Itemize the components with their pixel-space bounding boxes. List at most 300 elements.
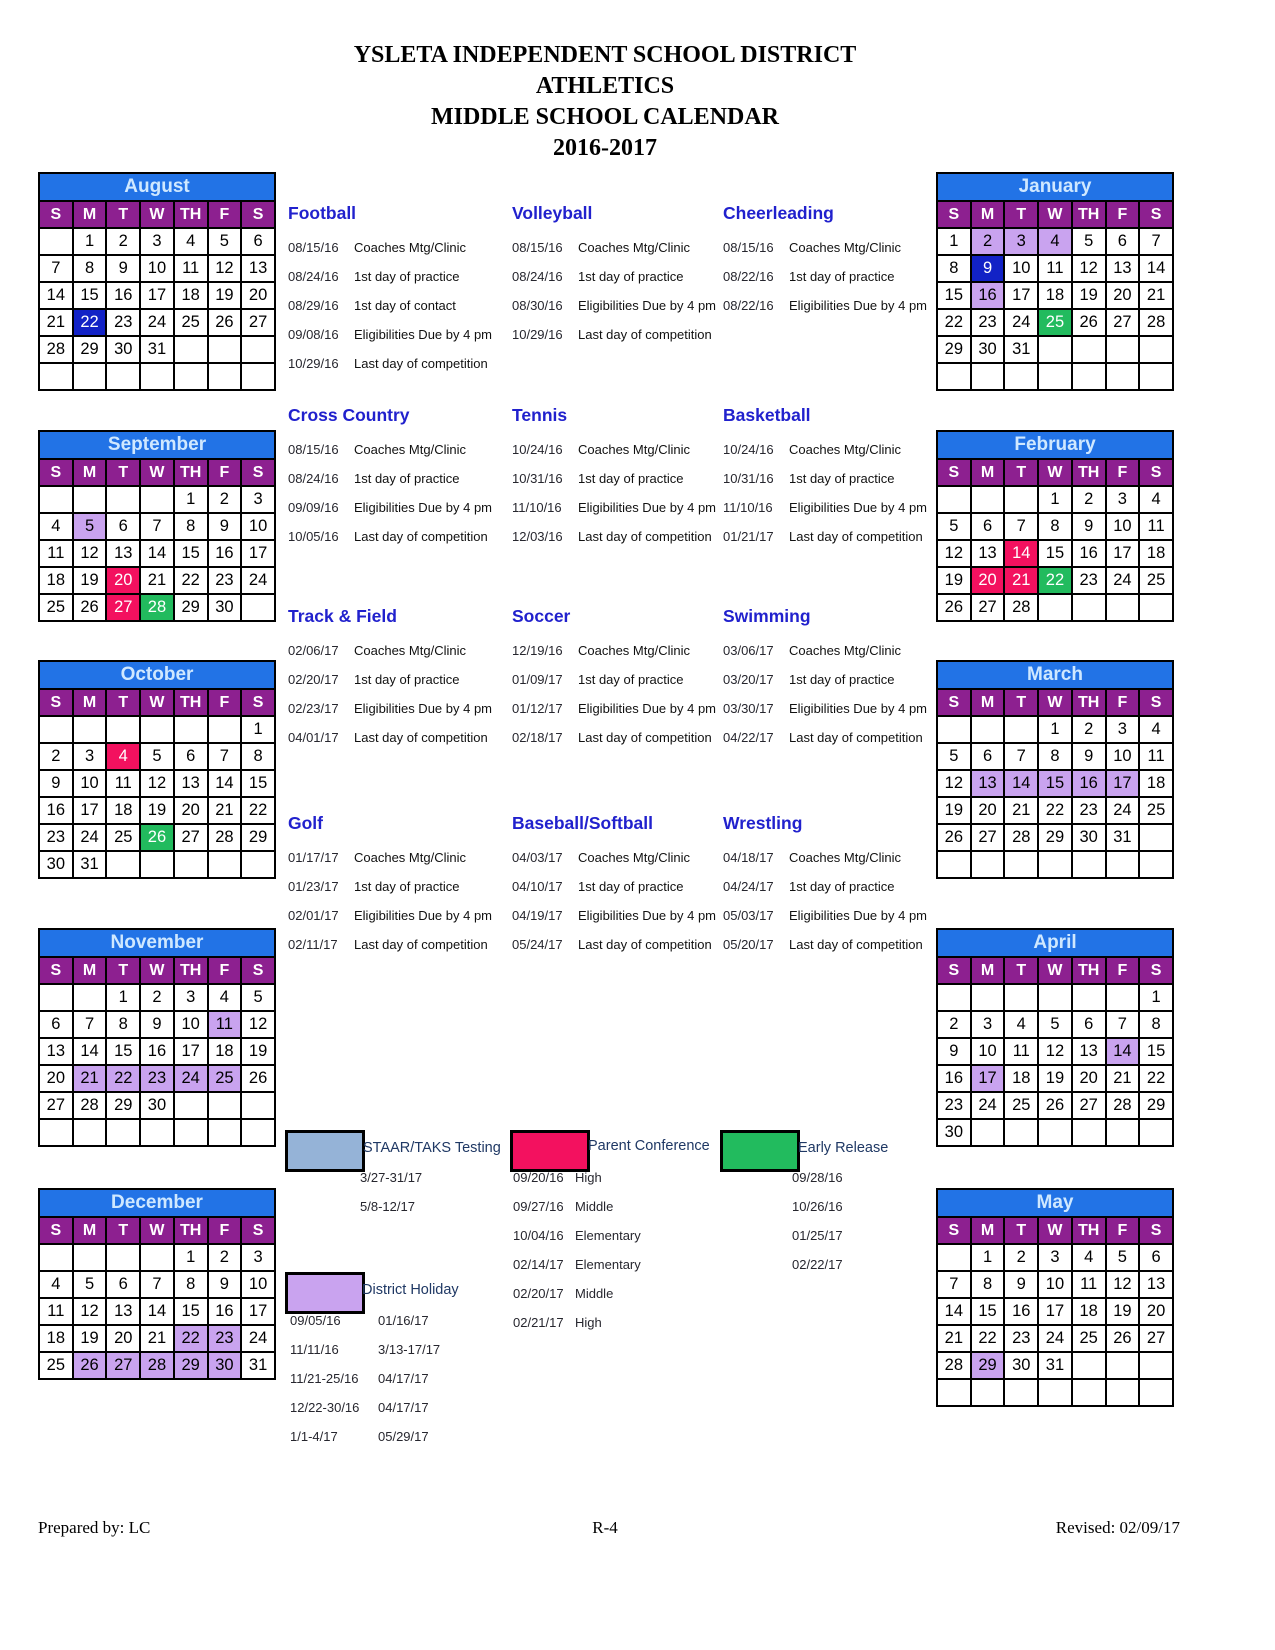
event-description: Last day of competition — [354, 730, 488, 745]
day-cell: 17 — [1038, 1298, 1072, 1325]
day-cell: 6 — [971, 743, 1005, 770]
empty-cell — [208, 851, 242, 878]
day-cell: 23 — [106, 309, 140, 336]
event-description: Last day of competition — [578, 937, 712, 952]
empty-cell — [140, 1119, 174, 1146]
event-description: Last day of competition — [789, 937, 923, 952]
empty-cell — [1106, 1119, 1140, 1146]
day-cell: 5 — [1072, 228, 1106, 255]
day-cell: 10 — [1004, 255, 1038, 282]
event-description: 1st day of practice — [578, 879, 684, 894]
empty-cell — [1072, 336, 1106, 363]
empty-cell — [241, 851, 275, 878]
empty-cell — [1139, 824, 1173, 851]
day-of-week-header: S — [39, 1217, 73, 1244]
event-date: 09/09/16 — [288, 500, 339, 515]
day-cell: 24 — [241, 1325, 275, 1352]
sport-event — [723, 694, 938, 723]
empty-cell — [1106, 594, 1140, 621]
day-cell: 17 — [1106, 540, 1140, 567]
empty-cell — [1072, 1352, 1106, 1379]
sport-tennis — [512, 405, 727, 551]
day-cell: 8 — [1038, 513, 1072, 540]
event-description: 1st day of practice — [354, 672, 460, 687]
day-cell: 7 — [140, 513, 174, 540]
event-date: 08/15/16 — [288, 442, 339, 457]
event-date: 03/06/17 — [723, 643, 774, 658]
day-cell: 1 — [106, 984, 140, 1011]
month-name: September — [39, 431, 275, 459]
day-cell: 22 — [937, 309, 971, 336]
sport-event — [512, 843, 727, 872]
parent-conference-label: Parent Conference — [588, 1138, 710, 1154]
day-of-week-header: T — [106, 1217, 140, 1244]
day-cell: 4 — [39, 1271, 73, 1298]
sport-event — [723, 522, 938, 551]
empty-cell — [1072, 1379, 1106, 1406]
event-description: Coaches Mtg/Clinic — [578, 850, 690, 865]
sport-event — [723, 901, 938, 930]
sport-event — [723, 262, 938, 291]
day-cell: 28 — [140, 1352, 174, 1379]
event-description: 1st day of practice — [789, 471, 895, 486]
day-cell: 27 — [106, 1352, 140, 1379]
month-february — [936, 430, 1174, 622]
empty-cell — [241, 594, 275, 621]
day-cell: 26 — [1038, 1092, 1072, 1119]
empty-cell — [106, 1119, 140, 1146]
sport-event — [723, 493, 938, 522]
event-description: Last day of competition — [354, 356, 488, 371]
sport-football — [288, 203, 503, 378]
day-cell: 12 — [140, 770, 174, 797]
day-cell: 1 — [1038, 716, 1072, 743]
day-cell: 2 — [39, 743, 73, 770]
day-cell: 21 — [140, 1325, 174, 1352]
sport-event — [288, 262, 503, 291]
day-cell: 1 — [174, 1244, 208, 1271]
day-cell: 4 — [39, 513, 73, 540]
day-cell: 7 — [1139, 228, 1173, 255]
event-date: 03/20/17 — [723, 672, 774, 687]
day-cell: 8 — [174, 513, 208, 540]
day-cell: 8 — [106, 1011, 140, 1038]
sport-event — [288, 694, 503, 723]
legend-date-row: 12/22-30/16 04/17/17 — [290, 1400, 429, 1415]
day-cell: 26 — [140, 824, 174, 851]
day-cell: 7 — [208, 743, 242, 770]
day-cell: 23 — [208, 567, 242, 594]
empty-cell — [1072, 594, 1106, 621]
day-cell: 4 — [208, 984, 242, 1011]
title-district: YSLETA INDEPENDENT SCHOOL DISTRICT — [353, 42, 857, 68]
empty-cell — [39, 1119, 73, 1146]
day-cell: 20 — [106, 567, 140, 594]
month-name: January — [937, 173, 1173, 201]
day-cell: 11 — [174, 255, 208, 282]
day-cell: 8 — [174, 1271, 208, 1298]
day-cell: 22 — [1038, 567, 1072, 594]
day-of-week-header: M — [971, 1217, 1005, 1244]
event-description: Last day of competition — [354, 529, 488, 544]
day-cell: 6 — [39, 1011, 73, 1038]
empty-cell — [174, 1092, 208, 1119]
month-october — [38, 660, 276, 879]
day-cell: 7 — [73, 1011, 107, 1038]
day-cell: 30 — [971, 336, 1005, 363]
day-cell: 28 — [140, 594, 174, 621]
day-cell: 11 — [1004, 1038, 1038, 1065]
day-cell: 27 — [39, 1092, 73, 1119]
empty-cell — [1004, 1119, 1038, 1146]
day-cell: 10 — [1106, 743, 1140, 770]
event-date: 05/24/17 — [512, 937, 563, 952]
event-description: Coaches Mtg/Clinic — [789, 643, 901, 658]
day-of-week-header: TH — [1072, 957, 1106, 984]
day-of-week-header: M — [971, 459, 1005, 486]
day-cell: 24 — [241, 567, 275, 594]
day-cell: 3 — [1004, 228, 1038, 255]
day-cell: 16 — [106, 282, 140, 309]
sport-event — [288, 320, 503, 349]
event-description: Coaches Mtg/Clinic — [789, 240, 901, 255]
title-athletics: ATHLETICS — [535, 73, 675, 99]
day-cell: 15 — [1038, 770, 1072, 797]
sport-event — [512, 464, 727, 493]
sport-soccer — [512, 606, 727, 752]
month-september — [38, 430, 276, 622]
day-cell: 15 — [241, 770, 275, 797]
event-description: 1st day of practice — [789, 269, 895, 284]
event-description: 1st day of practice — [578, 471, 684, 486]
event-description: 1st day of practice — [789, 879, 895, 894]
legend-date-row: 09/28/16 — [792, 1170, 843, 1185]
day-cell: 6 — [1072, 1011, 1106, 1038]
event-date: 02/18/17 — [512, 730, 563, 745]
sport-event — [723, 930, 938, 959]
sport-event — [512, 723, 727, 752]
day-cell: 31 — [1106, 824, 1140, 851]
day-cell: 9 — [106, 255, 140, 282]
day-cell: 12 — [1038, 1038, 1072, 1065]
day-cell: 25 — [39, 1352, 73, 1379]
day-of-week-header: F — [1106, 689, 1140, 716]
day-cell: 6 — [971, 513, 1005, 540]
day-cell: 21 — [140, 567, 174, 594]
calendar-table-january — [936, 172, 1174, 391]
event-date: 10/24/16 — [723, 442, 774, 457]
sport-event — [723, 291, 938, 320]
event-date: 04/10/17 — [512, 879, 563, 894]
day-cell: 13 — [1139, 1271, 1173, 1298]
event-date: 01/21/17 — [723, 529, 774, 544]
sport-event — [723, 464, 938, 493]
day-cell: 22 — [73, 309, 107, 336]
day-cell: 2 — [140, 984, 174, 1011]
day-cell: 7 — [39, 255, 73, 282]
calendar-table-august — [38, 172, 276, 391]
day-cell: 19 — [241, 1038, 275, 1065]
day-cell: 10 — [174, 1011, 208, 1038]
event-description: 1st day of practice — [354, 879, 460, 894]
empty-cell — [39, 716, 73, 743]
day-cell: 5 — [1038, 1011, 1072, 1038]
event-description: Eligibilities Due by 4 pm — [789, 908, 928, 923]
day-of-week-header: M — [971, 201, 1005, 228]
day-of-week-header: S — [241, 689, 275, 716]
day-cell: 14 — [1004, 540, 1038, 567]
day-cell: 2 — [208, 486, 242, 513]
day-cell: 21 — [1139, 282, 1173, 309]
sport-event — [288, 901, 503, 930]
day-cell: 25 — [1072, 1325, 1106, 1352]
day-cell: 12 — [1072, 255, 1106, 282]
sport-event — [512, 262, 727, 291]
empty-cell — [1004, 363, 1038, 390]
event-description: Eligibilities Due by 4 pm — [578, 500, 717, 515]
day-of-week-header: S — [937, 689, 971, 716]
empty-cell — [1038, 336, 1072, 363]
event-date: 11/10/16 — [512, 500, 562, 515]
day-cell: 9 — [971, 255, 1005, 282]
empty-cell — [937, 486, 971, 513]
day-cell: 7 — [1106, 1011, 1140, 1038]
sport-event — [512, 291, 727, 320]
empty-cell — [937, 716, 971, 743]
day-of-week-header: T — [1004, 957, 1038, 984]
day-cell: 25 — [1004, 1092, 1038, 1119]
day-of-week-header: S — [1139, 689, 1173, 716]
legend-date-row: 11/21-25/16 04/17/17 — [290, 1371, 429, 1386]
day-cell: 23 — [971, 309, 1005, 336]
day-of-week-header: T — [106, 459, 140, 486]
event-description: Eligibilities Due by 4 pm — [578, 701, 717, 716]
calendar-table-april — [936, 928, 1174, 1147]
empty-cell — [140, 851, 174, 878]
day-cell: 6 — [1106, 228, 1140, 255]
day-cell: 27 — [106, 594, 140, 621]
day-cell: 24 — [1004, 309, 1038, 336]
legend-date-row: 09/20/16 High — [513, 1170, 602, 1185]
day-cell: 3 — [241, 1244, 275, 1271]
event-date: 04/01/17 — [288, 730, 339, 745]
day-cell: 17 — [1106, 770, 1140, 797]
day-cell: 25 — [1038, 309, 1072, 336]
month-may — [936, 1188, 1174, 1407]
empty-cell — [937, 1244, 971, 1271]
event-date: 02/01/17 — [288, 908, 339, 923]
day-of-week-header: F — [208, 957, 242, 984]
event-date: 08/15/16 — [723, 240, 774, 255]
day-cell: 22 — [971, 1325, 1005, 1352]
event-date: 10/29/16 — [288, 356, 339, 371]
calendar-table-october — [38, 660, 276, 879]
day-cell: 25 — [1139, 797, 1173, 824]
empty-cell — [241, 363, 275, 390]
event-description: Last day of competition — [789, 529, 923, 544]
day-cell: 14 — [1004, 770, 1038, 797]
empty-cell — [1004, 1379, 1038, 1406]
event-description: 1st day of contact — [354, 298, 456, 313]
day-cell: 1 — [937, 228, 971, 255]
event-date: 02/11/17 — [288, 937, 338, 952]
day-cell: 18 — [106, 797, 140, 824]
event-description: Coaches Mtg/Clinic — [789, 442, 901, 457]
day-cell: 25 — [39, 594, 73, 621]
day-of-week-header: S — [937, 957, 971, 984]
event-description: Last day of competition — [578, 327, 712, 342]
sport-event — [512, 435, 727, 464]
day-cell: 6 — [1139, 1244, 1173, 1271]
day-cell: 12 — [937, 770, 971, 797]
day-of-week-header: M — [73, 201, 107, 228]
day-cell: 8 — [1139, 1011, 1173, 1038]
empty-cell — [1038, 984, 1072, 1011]
empty-cell — [971, 486, 1005, 513]
day-cell: 10 — [73, 770, 107, 797]
day-cell: 21 — [1004, 567, 1038, 594]
sport-heading: Golf — [288, 813, 323, 833]
empty-cell — [1139, 1119, 1173, 1146]
empty-cell — [971, 984, 1005, 1011]
empty-cell — [174, 363, 208, 390]
day-cell: 16 — [39, 797, 73, 824]
empty-cell — [1139, 363, 1173, 390]
empty-cell — [1139, 1379, 1173, 1406]
day-of-week-header: S — [241, 1217, 275, 1244]
legend-date-row: 11/11/16 3/13-17/17 — [290, 1342, 441, 1357]
parent-conference-dates — [513, 1163, 641, 1337]
event-description: Eligibilities Due by 4 pm — [578, 298, 717, 313]
sport-heading: Cheerleading — [723, 203, 834, 223]
event-date: 12/03/16 — [512, 529, 563, 544]
empty-cell — [937, 851, 971, 878]
empty-cell — [1072, 851, 1106, 878]
day-cell: 19 — [1038, 1065, 1072, 1092]
day-cell: 10 — [1106, 513, 1140, 540]
calendar-table-march — [936, 660, 1174, 879]
day-cell: 27 — [1072, 1092, 1106, 1119]
sport-heading: Football — [288, 203, 357, 223]
legend-date-row: 1/1-4/17 05/29/17 — [290, 1429, 429, 1444]
day-of-week-header: S — [39, 459, 73, 486]
day-cell: 29 — [971, 1352, 1005, 1379]
day-cell: 14 — [140, 540, 174, 567]
staar-dates — [360, 1163, 422, 1221]
day-of-week-header: W — [1038, 1217, 1072, 1244]
event-description: 1st day of practice — [578, 672, 684, 687]
day-cell: 17 — [971, 1065, 1005, 1092]
day-cell: 4 — [106, 743, 140, 770]
day-cell: 2 — [937, 1011, 971, 1038]
sport-heading: Track & Field — [288, 606, 397, 626]
day-cell: 28 — [937, 1352, 971, 1379]
event-date: 03/30/17 — [723, 701, 774, 716]
empty-cell — [1004, 716, 1038, 743]
day-cell: 16 — [1072, 540, 1106, 567]
day-of-week-header: W — [1038, 957, 1072, 984]
day-cell: 2 — [208, 1244, 242, 1271]
sport-heading: Baseball/Softball — [512, 813, 654, 833]
day-cell: 15 — [1038, 540, 1072, 567]
day-cell: 12 — [937, 540, 971, 567]
event-date: 05/03/17 — [723, 908, 774, 923]
day-of-week-header: S — [241, 957, 275, 984]
day-cell: 23 — [140, 1065, 174, 1092]
day-of-week-header: TH — [1072, 459, 1106, 486]
day-cell: 12 — [73, 540, 107, 567]
sport-heading: Basketball — [723, 405, 811, 425]
day-of-week-header: M — [73, 459, 107, 486]
empty-cell — [106, 363, 140, 390]
empty-cell — [971, 1379, 1005, 1406]
day-cell: 9 — [208, 1271, 242, 1298]
empty-cell — [1106, 363, 1140, 390]
event-description: Eligibilities Due by 4 pm — [354, 701, 493, 716]
event-date: 10/31/16 — [512, 471, 563, 486]
day-cell: 14 — [1106, 1038, 1140, 1065]
empty-cell — [208, 1092, 242, 1119]
day-of-week-header: M — [73, 957, 107, 984]
day-cell: 6 — [241, 228, 275, 255]
empty-cell — [1038, 851, 1072, 878]
day-cell: 23 — [39, 824, 73, 851]
month-name: October — [39, 661, 275, 689]
day-cell: 29 — [174, 1352, 208, 1379]
calendar-table-february — [936, 430, 1174, 622]
day-cell: 30 — [208, 1352, 242, 1379]
sport-cheerleading — [723, 203, 938, 320]
day-cell: 26 — [73, 594, 107, 621]
day-cell: 20 — [106, 1325, 140, 1352]
day-cell: 26 — [208, 309, 242, 336]
day-cell: 11 — [1139, 743, 1173, 770]
day-cell: 28 — [1004, 594, 1038, 621]
day-cell: 11 — [208, 1011, 242, 1038]
event-description: Coaches Mtg/Clinic — [789, 850, 901, 865]
day-cell: 9 — [1072, 513, 1106, 540]
day-cell: 18 — [39, 567, 73, 594]
empty-cell — [1038, 363, 1072, 390]
day-of-week-header: W — [140, 1217, 174, 1244]
event-date: 02/20/17 — [288, 672, 339, 687]
event-date: 10/29/16 — [512, 327, 563, 342]
day-cell: 12 — [208, 255, 242, 282]
empty-cell — [1139, 1352, 1173, 1379]
empty-cell — [1139, 851, 1173, 878]
day-cell: 29 — [1038, 824, 1072, 851]
empty-cell — [208, 336, 242, 363]
sport-wrestling — [723, 813, 938, 959]
day-cell: 29 — [174, 594, 208, 621]
day-cell: 25 — [1139, 567, 1173, 594]
day-of-week-header: T — [106, 201, 140, 228]
sport-heading: Wrestling — [723, 813, 803, 833]
event-date: 01/09/17 — [512, 672, 563, 687]
day-cell: 10 — [241, 513, 275, 540]
day-cell: 28 — [73, 1092, 107, 1119]
day-cell: 19 — [73, 1325, 107, 1352]
day-cell: 11 — [1038, 255, 1072, 282]
day-cell: 30 — [106, 336, 140, 363]
empty-cell — [174, 716, 208, 743]
day-cell: 4 — [174, 228, 208, 255]
event-date: 04/19/17 — [512, 908, 563, 923]
day-cell: 14 — [39, 282, 73, 309]
day-cell: 26 — [1106, 1325, 1140, 1352]
empty-cell — [73, 1244, 107, 1271]
day-cell: 2 — [971, 228, 1005, 255]
